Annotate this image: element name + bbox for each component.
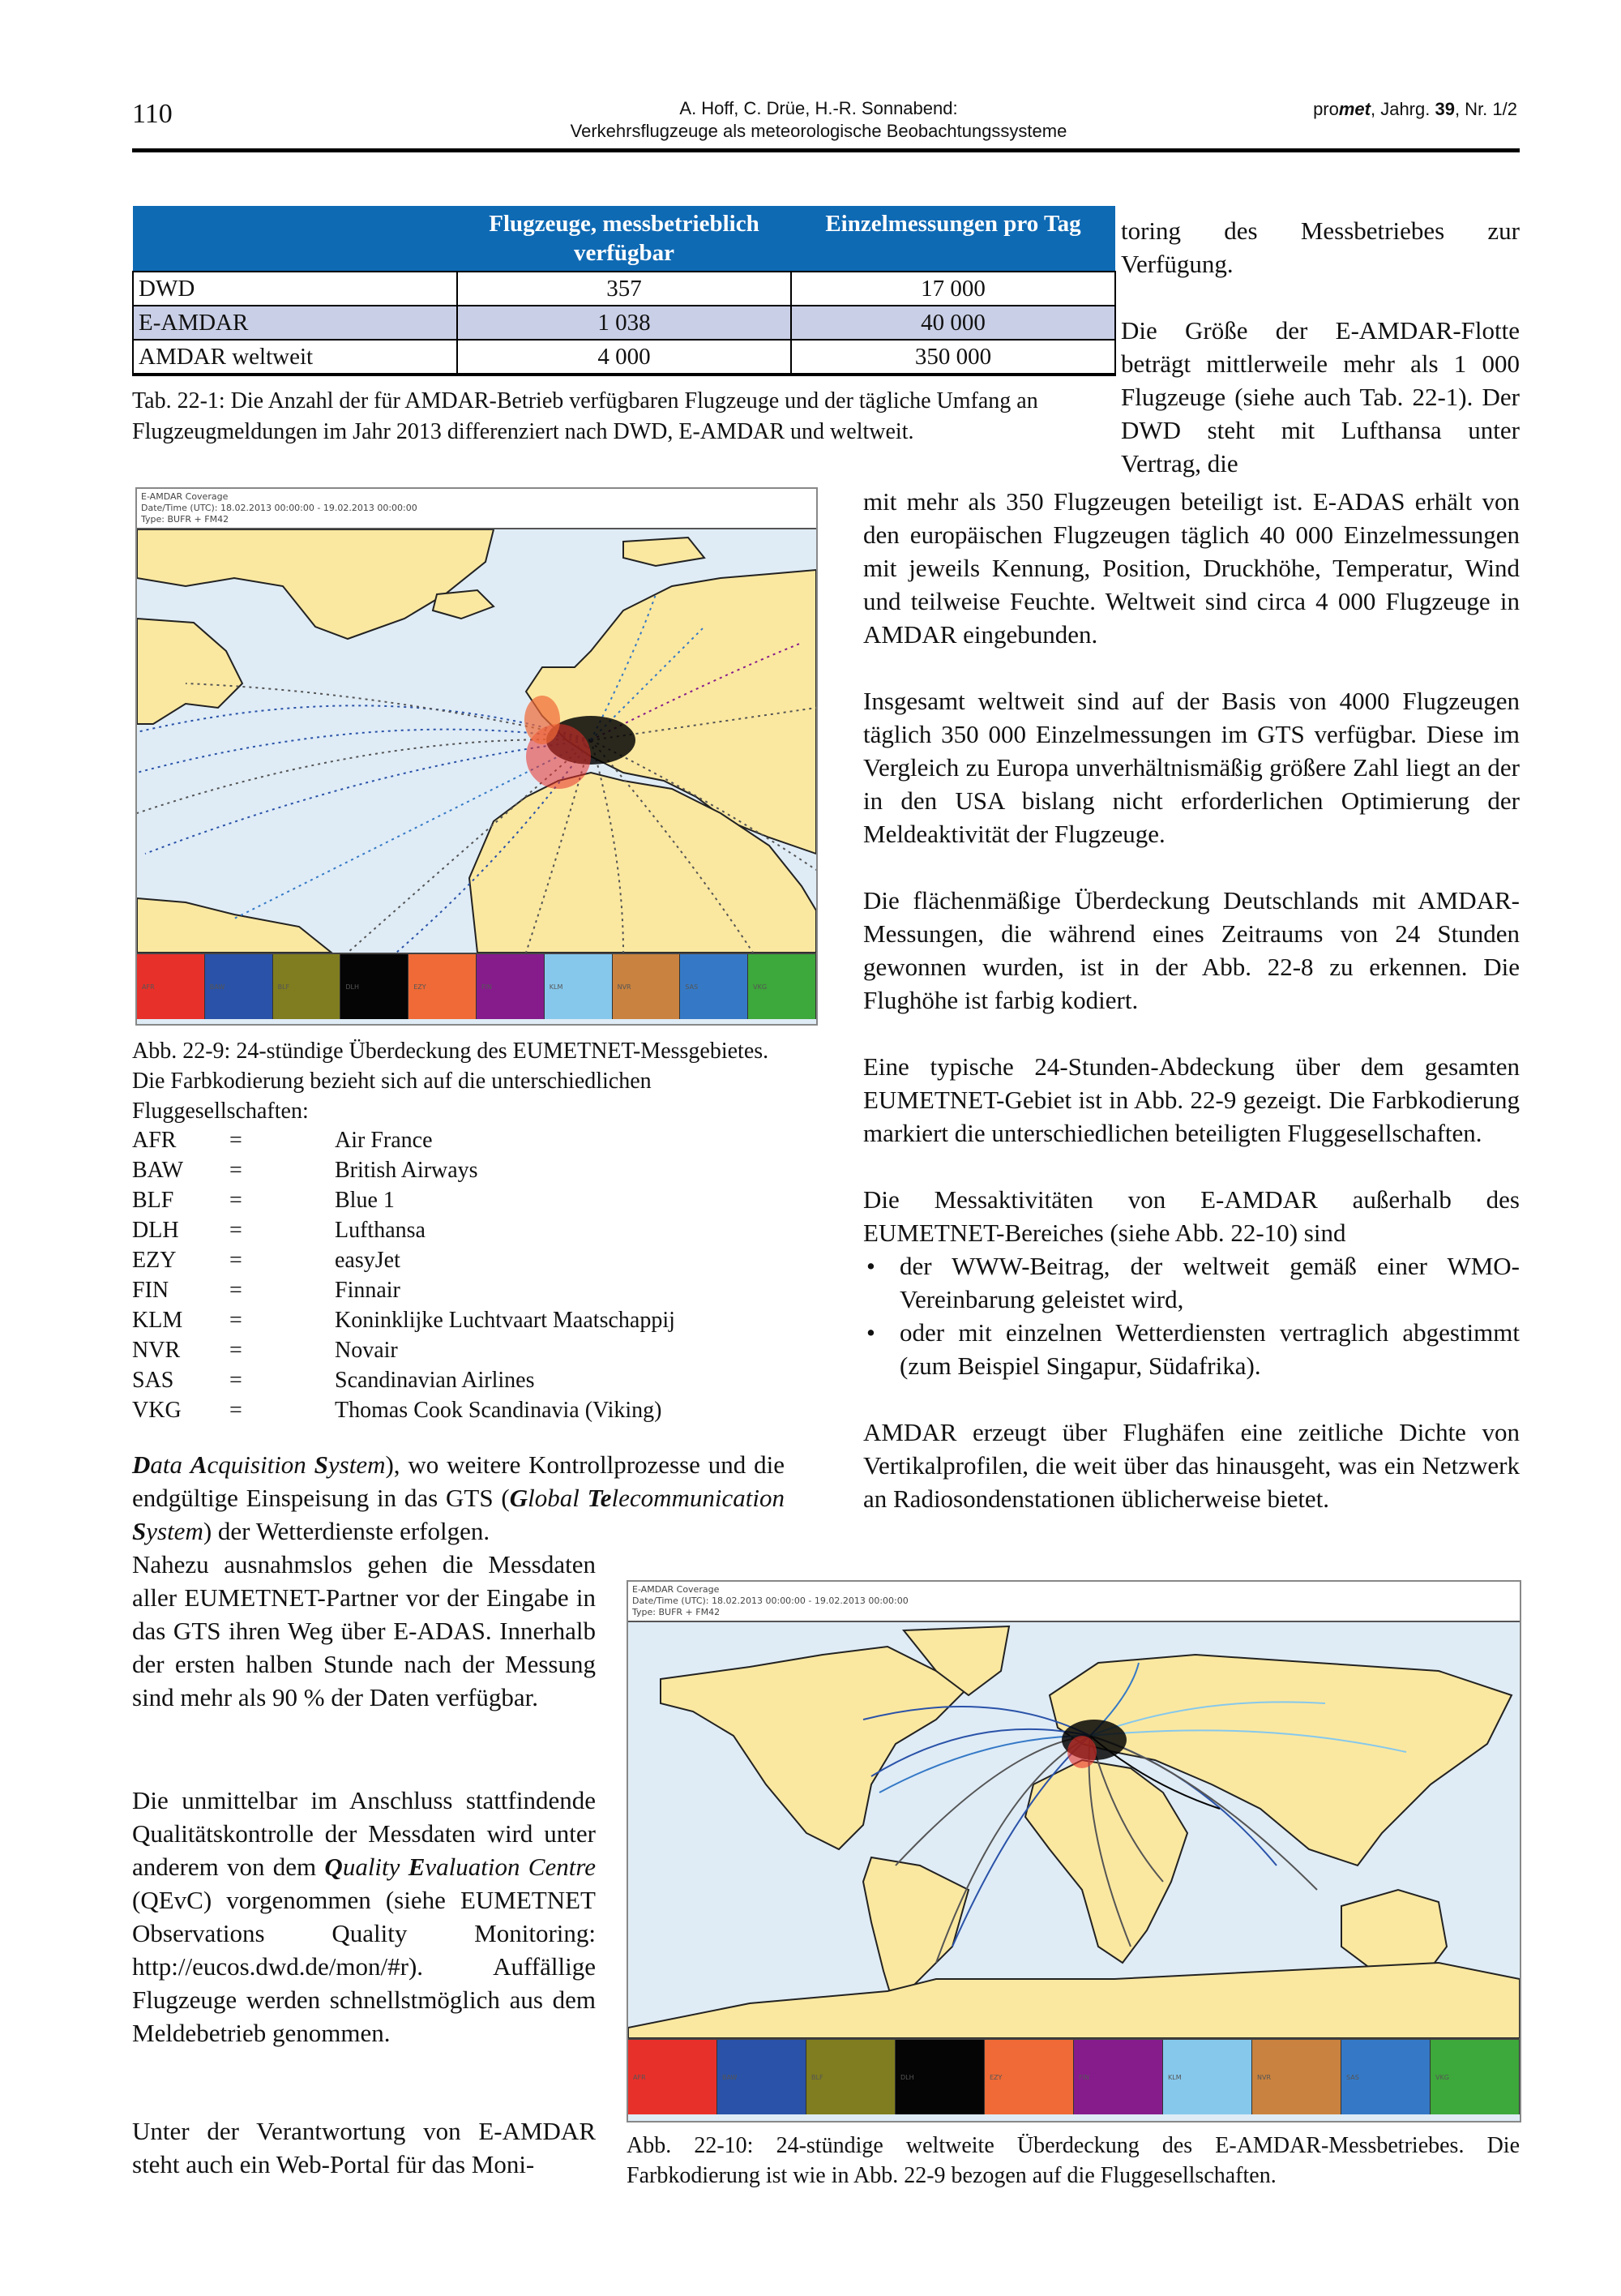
paragraph: Insgesamt weltweit sind auf der Basis von 4000 Flugzeugen täglich 350 000 Einzelmessungen im GTS verfügbar. Diese im Vergleich zu Europa unverhältnismäßig größere Zahl liegt an der in den USA bislang nicht erforderlichen Optimierung der Meldeaktivität der Flugzeuge. bbox=[863, 687, 1520, 848]
acronym-letter: A bbox=[190, 1450, 207, 1479]
legend-swatch-klm bbox=[1163, 2040, 1252, 2114]
airline-code: VKG bbox=[132, 1398, 182, 1423]
legend-label: VKG bbox=[753, 983, 768, 991]
journal-rest: , Jahrg. bbox=[1370, 99, 1435, 119]
airline-equals: = bbox=[229, 1368, 242, 1393]
airline-code: SAS bbox=[132, 1368, 174, 1393]
journal-prefix: pro bbox=[1313, 99, 1339, 119]
airline-equals: = bbox=[229, 1338, 242, 1363]
legend-label: FIN bbox=[481, 983, 492, 991]
map-type: Type: BUFR + FM42 bbox=[141, 514, 229, 525]
map-type: Type: BUFR + FM42 bbox=[632, 1607, 721, 1617]
row-measurements: 350 000 bbox=[791, 340, 1115, 375]
row-label: E-AMDAR bbox=[133, 306, 457, 340]
legend-label: EZY bbox=[413, 983, 426, 991]
legend-label: BLF bbox=[277, 983, 290, 991]
map-europe-atlantic bbox=[137, 529, 816, 953]
legend-swatch-dlh bbox=[340, 954, 408, 1019]
airline-equals: = bbox=[229, 1248, 242, 1273]
legend-label: BAW bbox=[722, 2073, 738, 2081]
legend-label: DLH bbox=[345, 983, 360, 991]
legend-swatch-vkg bbox=[748, 954, 816, 1019]
airline-row bbox=[132, 1155, 797, 1185]
airline-name: Lufthansa bbox=[335, 1218, 426, 1243]
journal-volume: 39 bbox=[1435, 99, 1455, 119]
italic-term: ystem bbox=[327, 1450, 386, 1479]
legend-label: KLM bbox=[1168, 2073, 1182, 2081]
legend-swatch-sas bbox=[680, 954, 748, 1019]
row-measurements: 17 000 bbox=[791, 272, 1115, 306]
text: ), wo weitere Kontrollprozesse und die endgültige Einspeisung in das GTS ( bbox=[132, 1450, 785, 1512]
airline-name: Scandinavian Airlines bbox=[335, 1368, 535, 1393]
legend-swatch-nvr bbox=[1252, 2040, 1341, 2114]
legend-label: AFR bbox=[633, 2073, 646, 2081]
legend-label: NVR bbox=[617, 983, 631, 991]
airline-row bbox=[132, 1245, 797, 1275]
legend-swatch-sas bbox=[1341, 2040, 1431, 2114]
legend-swatch-fin bbox=[477, 954, 545, 1019]
airline-code: AFR bbox=[132, 1128, 177, 1153]
italic-term: ystem bbox=[146, 1517, 203, 1545]
acronym-letter: E bbox=[408, 1853, 426, 1881]
table-header-row bbox=[133, 206, 1115, 272]
row-aircraft: 357 bbox=[457, 272, 791, 306]
table-row bbox=[133, 306, 1115, 340]
legend-label: DLH bbox=[900, 2073, 914, 2081]
legend-swatch-afr bbox=[137, 954, 205, 1019]
legend-swatch-nvr bbox=[613, 954, 681, 1019]
paragraph: toring des Messbetriebes zur Verfügung. bbox=[1121, 216, 1520, 278]
airline-equals: = bbox=[229, 1188, 242, 1213]
paragraph: mit mehr als 350 Flugzeugen beteiligt ist. E-ADAS erhält von den europäischen Flugzeugen täglich 40 000 Einzelmessungen mit jeweils Kennung, Position, Druckhöhe, Temperatur, Wind und teilweise Feuchte. Weltweit sind circa 4 000 Flugzeuge in AMDAR eingebunden. bbox=[863, 487, 1520, 649]
italic-term: lobal bbox=[528, 1484, 588, 1512]
text: Die unmittelbar im Anschluss stattfindende Qualitätskontrolle der Messdaten wird unter anderem von dem bbox=[132, 1786, 596, 1881]
paragraph: AMDAR erzeugt über Flughäfen eine zeitliche Dichte von Vertikalprofilen, die weit über das hinausgeht, was ein Netzwerk an Radiosondenstationen üblicherweise bietet. bbox=[863, 1418, 1520, 1513]
legend-swatch-afr bbox=[628, 2040, 717, 2114]
airline-row bbox=[132, 1275, 797, 1305]
legend-label: KLM bbox=[549, 983, 563, 991]
figure-caption: Abb. 22-10: 24-stündige weltweite Überdeckung des E-AMDAR-Messbetriebes. Die Farbkodierung ist wie in Abb. 22-9 bezogen auf die Fluggesellschaften. bbox=[627, 2133, 1520, 2188]
left-column-paragraph bbox=[132, 1448, 785, 1548]
paragraph: Eine typische 24-Stunden-Abdeckung über dem gesamten EUMETNET-Gebiet ist in Abb. 22-9 gezeigt. Die Farbkodierung markiert die unterschiedlichen beteiligten Fluggesellschaften. bbox=[863, 1052, 1520, 1147]
legend-swatch-klm bbox=[545, 954, 613, 1019]
figure-eumetnet-coverage bbox=[135, 487, 818, 1026]
acronym-letter: Q bbox=[324, 1853, 343, 1881]
bullet-list bbox=[863, 1249, 1520, 1382]
airline-name: British Airways bbox=[335, 1158, 478, 1183]
airline-row bbox=[132, 1395, 797, 1425]
table-header-measurements: Einzelmessungen pro Tag bbox=[791, 206, 1115, 272]
legend-swatch-ezy bbox=[985, 2040, 1074, 2114]
figure-worldwide-coverage bbox=[627, 1580, 1521, 2123]
right-column bbox=[863, 485, 1520, 1515]
row-label: AMDAR weltweit bbox=[133, 340, 457, 375]
legend-label: SAS bbox=[685, 983, 699, 991]
airline-row bbox=[132, 1185, 797, 1215]
map-datetime: Date/Time (UTC): 18.02.2013 00:00:00 - 19.02.2013 00:00:00 bbox=[632, 1596, 909, 1606]
bullet-item: • oder mit einzelnen Wetterdiensten vertraglich abgestimmt (zum Beispiel Singapur, Südafrika). bbox=[863, 1316, 1520, 1382]
row-aircraft: 4 000 bbox=[457, 340, 791, 375]
table-header-aircraft: Flugzeuge, messbetrieblich verfügbar bbox=[457, 206, 791, 272]
journal-reference bbox=[1313, 99, 1517, 120]
paragraph: Die flächenmäßige Überdeckung Deutschlands mit AMDAR-Messungen, die während eines Zeitraums von 24 Stunden gewonnen wurden, ist in der Abb. 22-8 zu erkennen. Die Flughöhe ist farbig kodiert. bbox=[863, 886, 1520, 1014]
airline-equals: = bbox=[229, 1158, 242, 1183]
legend-label: EZY bbox=[990, 2073, 1003, 2081]
airline-code: BLF bbox=[132, 1188, 174, 1213]
airline-code: KLM bbox=[132, 1308, 183, 1333]
airline-code: BAW bbox=[132, 1158, 184, 1183]
acronym-letter: D bbox=[132, 1450, 151, 1479]
map-title: E-AMDAR Coverage bbox=[141, 491, 229, 502]
text: (QEvC) vorgenommen (siehe EUMETNET Observations Quality Monitoring: http://eucos.dwd.de/mon/#r). Auffällige Flugzeuge werden schnellstmöglich aus dem Meldebetrieb genommen. bbox=[132, 1886, 596, 2047]
italic-term: ata bbox=[150, 1450, 190, 1479]
airline-row bbox=[132, 1305, 797, 1335]
table-caption: Tab. 22-1: Die Anzahl der für AMDAR-Betrieb verfügbaren Flugzeuge und der tägliche Umfang an Flugzeugmeldungen im Jahr 2013 differenziert nach DWD, E-AMDAR und weltweit. bbox=[132, 388, 1038, 444]
paragraph: Die Messaktivitäten von E-AMDAR außerhalb des EUMETNET-Bereiches (siehe Abb. 22-10) sind bbox=[863, 1185, 1520, 1247]
legend-label: BAW bbox=[209, 983, 225, 991]
airline-name: Thomas Cook Scandinavia (Viking) bbox=[335, 1398, 662, 1423]
airline-row bbox=[132, 1125, 797, 1155]
airline-equals: = bbox=[229, 1308, 242, 1333]
header-title: Verkehrsflugzeuge als meteorologische Beobachtungssysteme bbox=[570, 121, 1067, 141]
acronym-letter: S bbox=[132, 1517, 147, 1545]
italic-term: valuation Centre bbox=[425, 1853, 596, 1881]
legend-swatch-fin bbox=[1074, 2040, 1163, 2114]
row-aircraft: 1 038 bbox=[457, 306, 791, 340]
airline-equals: = bbox=[229, 1128, 242, 1153]
acronym-letter: Te bbox=[587, 1484, 612, 1512]
airline-color-legend bbox=[628, 2038, 1520, 2114]
row-measurements: 40 000 bbox=[791, 306, 1115, 340]
airline-code: FIN bbox=[132, 1278, 169, 1303]
map-datetime: Date/Time (UTC): 18.02.2013 00:00:00 - 19.02.2013 00:00:00 bbox=[141, 503, 417, 513]
journal-issue: , Nr. 1/2 bbox=[1454, 99, 1517, 119]
header-authors: A. Hoff, C. Drüe, H.-R. Sonnabend: bbox=[679, 98, 958, 118]
journal-emph: met bbox=[1338, 99, 1371, 119]
legend-swatch-vkg bbox=[1431, 2040, 1520, 2114]
legend-label: VKG bbox=[1435, 2073, 1449, 2081]
paragraph: Nahezu ausnahmslos gehen die Messdaten aller EUMETNET-Partner vor der Eingabe in das GTS ihren Weg über E-ADAS. Innerhalb der ersten halben Stunde nach der Messung sind mehr als 90 % der Daten verfügbar. bbox=[132, 1550, 596, 1711]
table-row bbox=[133, 272, 1115, 306]
legend-swatch-blf bbox=[806, 2040, 896, 2114]
legend-label: NVR bbox=[1257, 2073, 1272, 2081]
acronym-letter: G bbox=[509, 1484, 528, 1512]
left-column-paragraph-qc bbox=[132, 1784, 596, 2050]
italic-term: uality bbox=[342, 1853, 408, 1881]
right-column-top bbox=[1121, 214, 1520, 480]
text: ) der Wetterdienste erfolgen. bbox=[203, 1517, 490, 1545]
airline-name: Koninklijke Luchtvaart Maatschappij bbox=[335, 1308, 675, 1333]
page-number: 110 bbox=[132, 99, 173, 129]
airline-name: Finnair bbox=[335, 1278, 400, 1303]
legend-swatch-baw bbox=[205, 954, 273, 1019]
paragraph: Unter der Verantwortung von E-AMDAR steht auch ein Web-Portal für das Moni- bbox=[132, 2117, 596, 2178]
legend-swatch-baw bbox=[717, 2040, 806, 2114]
acronym-letter: S bbox=[314, 1450, 328, 1479]
map-graphic bbox=[137, 529, 816, 953]
figure-caption: Abb. 22-9: 24-stündige Überdeckung des EUMETNET-Messgebietes. Die Farbkodierung bezieht sich auf die unterschiedlichen Fluggesellschaften: bbox=[132, 1039, 769, 1124]
italic-term: lecommunication bbox=[611, 1484, 785, 1512]
table-header-empty bbox=[133, 206, 457, 272]
airline-name: Air France bbox=[335, 1128, 433, 1153]
map-graphic bbox=[628, 1622, 1520, 2038]
paragraph: Die Größe der E-AMDAR-Flotte beträgt mittlerweile mehr als 1 000 Flugzeuge (siehe auch Tab. 22-1). Der DWD steht mit Lufthansa unter Vertrag, die bbox=[1121, 316, 1520, 478]
airline-equals: = bbox=[229, 1218, 242, 1243]
legend-label: AFR bbox=[142, 983, 155, 991]
legend-swatch-dlh bbox=[896, 2040, 985, 2114]
airline-code: NVR bbox=[132, 1338, 181, 1363]
airline-name: easyJet bbox=[335, 1248, 400, 1273]
map-header bbox=[628, 1582, 1520, 1622]
legend-swatch-blf bbox=[273, 954, 341, 1019]
legend-label: FIN bbox=[1079, 2073, 1089, 2081]
airline-equals: = bbox=[229, 1398, 242, 1423]
airline-name: Novair bbox=[335, 1338, 398, 1363]
airline-row bbox=[132, 1365, 797, 1395]
airline-list bbox=[132, 1125, 797, 1425]
data-table bbox=[132, 206, 1116, 376]
row-label: DWD bbox=[133, 272, 457, 306]
airline-color-legend bbox=[137, 953, 816, 1019]
airline-row bbox=[132, 1215, 797, 1245]
map-world bbox=[628, 1622, 1520, 2038]
map-title: E-AMDAR Coverage bbox=[632, 1584, 720, 1595]
airline-row bbox=[132, 1335, 797, 1365]
airline-code: EZY bbox=[132, 1248, 177, 1273]
legend-swatch-ezy bbox=[408, 954, 477, 1019]
airline-equals: = bbox=[229, 1278, 242, 1303]
italic-term: cquisition bbox=[207, 1450, 314, 1479]
header-rule bbox=[132, 148, 1520, 152]
running-header bbox=[454, 97, 1183, 143]
airline-code: DLH bbox=[132, 1218, 179, 1243]
airline-name: Blue 1 bbox=[335, 1188, 395, 1213]
table-row bbox=[133, 340, 1115, 375]
bullet-item: • der WWW-Beitrag, der weltweit gemäß einer WMO-Vereinbarung geleistet wird, bbox=[863, 1249, 1520, 1316]
map-header bbox=[137, 489, 816, 529]
legend-label: SAS bbox=[1346, 2073, 1359, 2081]
legend-label: BLF bbox=[811, 2073, 823, 2081]
